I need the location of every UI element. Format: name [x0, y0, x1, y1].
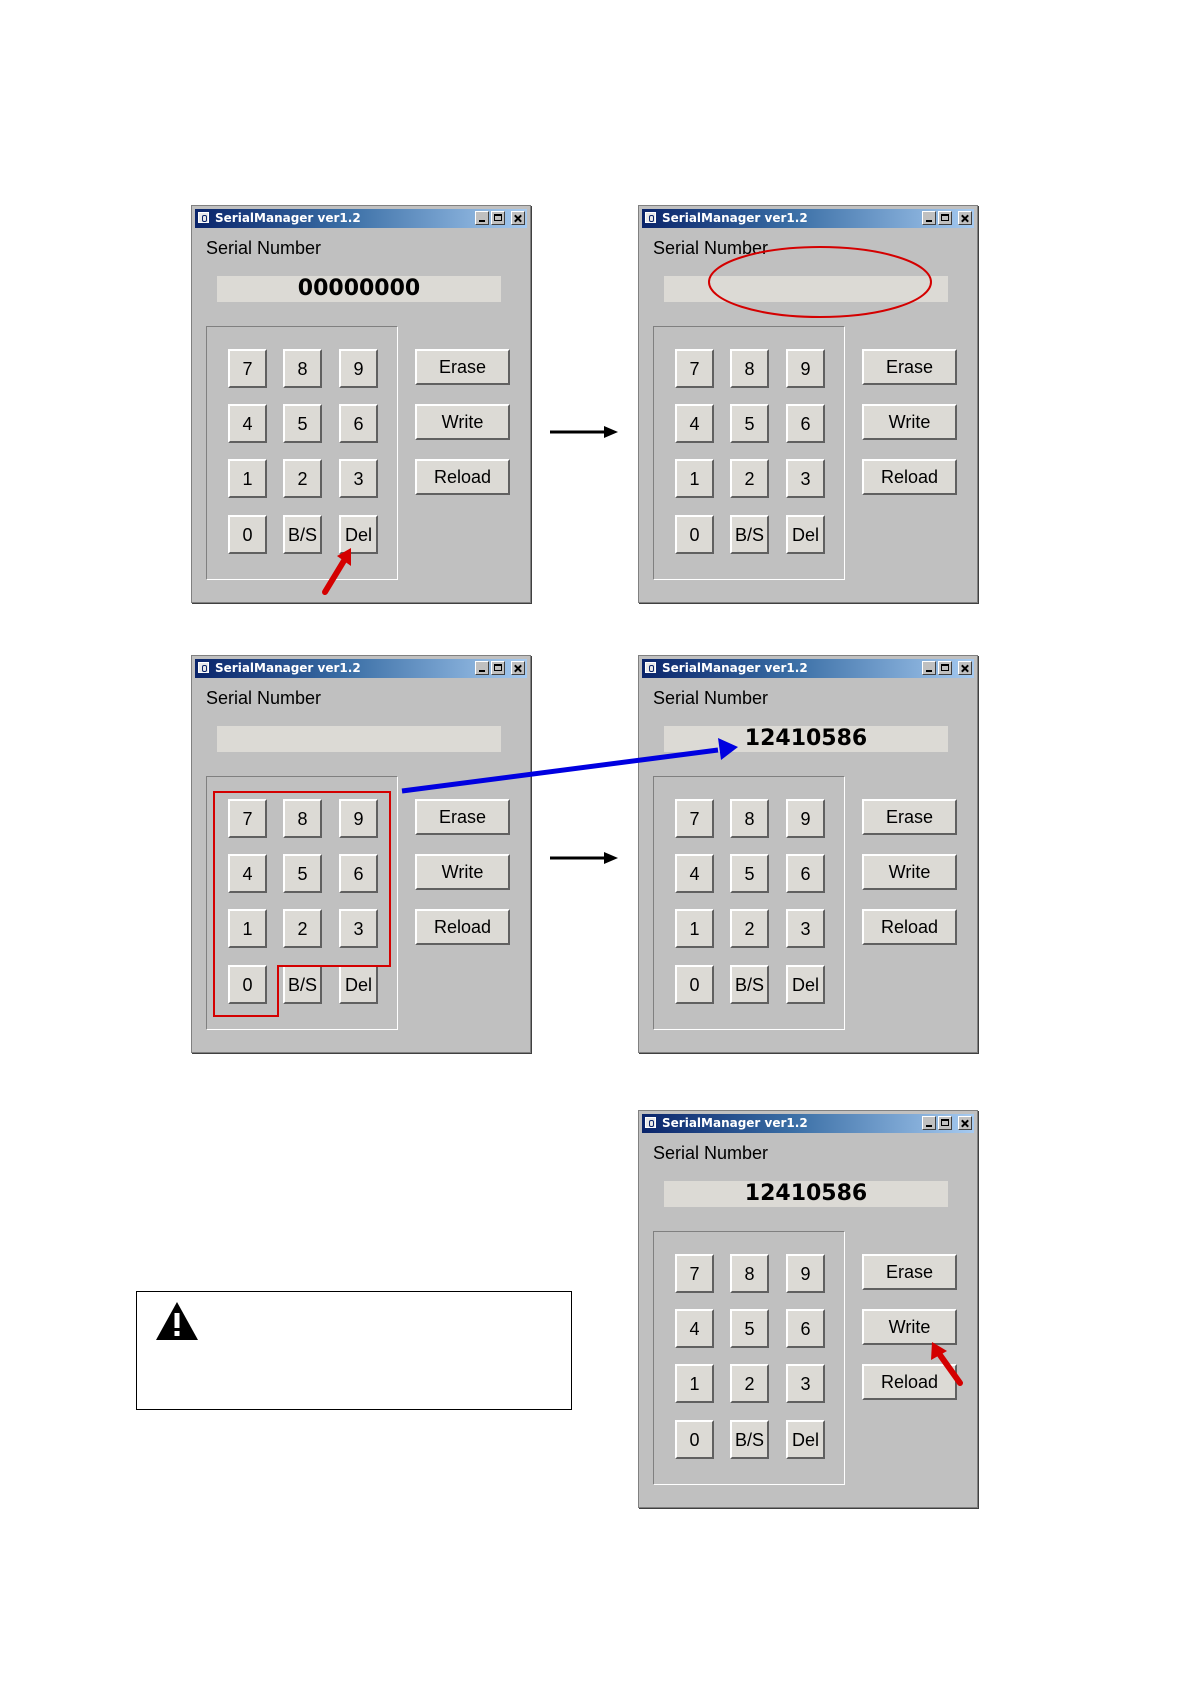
key-3-button[interactable]: 3	[339, 459, 378, 498]
key-6-button[interactable]: 6	[786, 854, 825, 893]
key-9-button[interactable]: 9	[339, 349, 378, 388]
reload-button[interactable]: Reload	[862, 1364, 957, 1400]
serial-number-label: Serial Number	[653, 238, 769, 258]
key-9-button[interactable]: 9	[786, 799, 825, 838]
key-6-button[interactable]: 6	[786, 404, 825, 443]
key-delete-button[interactable]: Del	[786, 515, 825, 554]
key-4-button[interactable]: 4	[228, 854, 267, 893]
key-backspace-button[interactable]: B/S	[730, 965, 769, 1004]
key-0-button[interactable]: 0	[675, 515, 714, 554]
key-backspace-button[interactable]: B/S	[283, 965, 322, 1004]
key-8-button[interactable]: 8	[730, 799, 769, 838]
key-2-button[interactable]: 2	[283, 909, 322, 948]
key-5-button[interactable]: 5	[730, 1309, 769, 1348]
key-1-button[interactable]: 1	[675, 909, 714, 948]
red-keys-outline	[214, 792, 390, 1016]
key-3-button[interactable]: 3	[339, 909, 378, 948]
key-0-button[interactable]: 0	[228, 515, 267, 554]
key-delete-button[interactable]: Del	[339, 965, 378, 1004]
key-delete-button[interactable]: Del	[339, 515, 378, 554]
key-4-button[interactable]: 4	[675, 1309, 714, 1348]
serial-number-display: 12410586	[664, 1181, 948, 1207]
write-button[interactable]: Write	[415, 404, 510, 440]
write-button[interactable]: Write	[862, 1309, 957, 1345]
key-8-button[interactable]: 8	[730, 349, 769, 388]
key-0-button[interactable]: 0	[675, 965, 714, 1004]
key-0-button[interactable]: 0	[675, 1420, 714, 1459]
serial-number-label: Serial Number	[206, 688, 322, 708]
key-9-button[interactable]: 9	[339, 799, 378, 838]
key-9-button[interactable]: 9	[786, 1254, 825, 1293]
key-5-button[interactable]: 5	[283, 404, 322, 443]
blue-input-arrow	[402, 738, 738, 791]
reload-button[interactable]: Reload	[415, 459, 510, 495]
key-3-button[interactable]: 3	[786, 909, 825, 948]
key-5-button[interactable]: 5	[730, 854, 769, 893]
key-1-button[interactable]: 1	[228, 459, 267, 498]
key-7-button[interactable]: 7	[228, 349, 267, 388]
serial-number-label: Serial Number	[653, 688, 769, 708]
serial-number-label: Serial Number	[206, 238, 322, 258]
reload-button[interactable]: Reload	[862, 909, 957, 945]
key-7-button[interactable]: 7	[228, 799, 267, 838]
key-backspace-button[interactable]: B/S	[730, 1420, 769, 1459]
serial-number-display: 00000000	[217, 276, 501, 302]
window-title: SerialManager ver1.2	[662, 661, 808, 675]
key-6-button[interactable]: 6	[339, 404, 378, 443]
key-7-button[interactable]: 7	[675, 349, 714, 388]
key-3-button[interactable]: 3	[786, 1364, 825, 1403]
serial-number-label: Serial Number	[653, 1143, 769, 1163]
write-button[interactable]: Write	[862, 404, 957, 440]
key-2-button[interactable]: 2	[283, 459, 322, 498]
key-1-button[interactable]: 1	[675, 459, 714, 498]
erase-button[interactable]: Erase	[862, 1254, 957, 1290]
key-9-button[interactable]: 9	[786, 349, 825, 388]
key-4-button[interactable]: 4	[675, 854, 714, 893]
key-1-button[interactable]: 1	[675, 1364, 714, 1403]
write-button[interactable]: Write	[862, 854, 957, 890]
window-title: SerialManager ver1.2	[215, 661, 361, 675]
write-button[interactable]: Write	[415, 854, 510, 890]
key-8-button[interactable]: 8	[283, 349, 322, 388]
key-delete-button[interactable]: Del	[786, 1420, 825, 1459]
key-1-button[interactable]: 1	[228, 909, 267, 948]
key-backspace-button[interactable]: B/S	[730, 515, 769, 554]
key-5-button[interactable]: 5	[730, 404, 769, 443]
key-0-button[interactable]: 0	[228, 965, 267, 1004]
key-7-button[interactable]: 7	[675, 1254, 714, 1293]
key-2-button[interactable]: 2	[730, 1364, 769, 1403]
key-6-button[interactable]: 6	[786, 1309, 825, 1348]
key-6-button[interactable]: 6	[339, 854, 378, 893]
key-delete-button[interactable]: Del	[786, 965, 825, 1004]
warning-triangle-icon	[154, 1300, 200, 1342]
erase-button[interactable]: Erase	[862, 799, 957, 835]
red-pointer-arrow-del	[325, 548, 351, 592]
erase-button[interactable]: Erase	[415, 799, 510, 835]
key-7-button[interactable]: 7	[675, 799, 714, 838]
key-backspace-button[interactable]: B/S	[283, 515, 322, 554]
serial-number-display: 12410586	[664, 726, 948, 752]
key-2-button[interactable]: 2	[730, 909, 769, 948]
erase-button[interactable]: Erase	[862, 349, 957, 385]
window-title: SerialManager ver1.2	[215, 211, 361, 225]
key-8-button[interactable]: 8	[283, 799, 322, 838]
caution-box	[136, 1291, 572, 1410]
key-3-button[interactable]: 3	[786, 459, 825, 498]
red-highlight-ellipse	[709, 247, 931, 317]
key-4-button[interactable]: 4	[228, 404, 267, 443]
red-pointer-arrow-write	[931, 1342, 960, 1383]
erase-button[interactable]: Erase	[415, 349, 510, 385]
reload-button[interactable]: Reload	[862, 459, 957, 495]
key-2-button[interactable]: 2	[730, 459, 769, 498]
window-title: SerialManager ver1.2	[662, 1116, 808, 1130]
key-4-button[interactable]: 4	[675, 404, 714, 443]
key-8-button[interactable]: 8	[730, 1254, 769, 1293]
reload-button[interactable]: Reload	[415, 909, 510, 945]
window-title: SerialManager ver1.2	[662, 211, 808, 225]
key-5-button[interactable]: 5	[283, 854, 322, 893]
